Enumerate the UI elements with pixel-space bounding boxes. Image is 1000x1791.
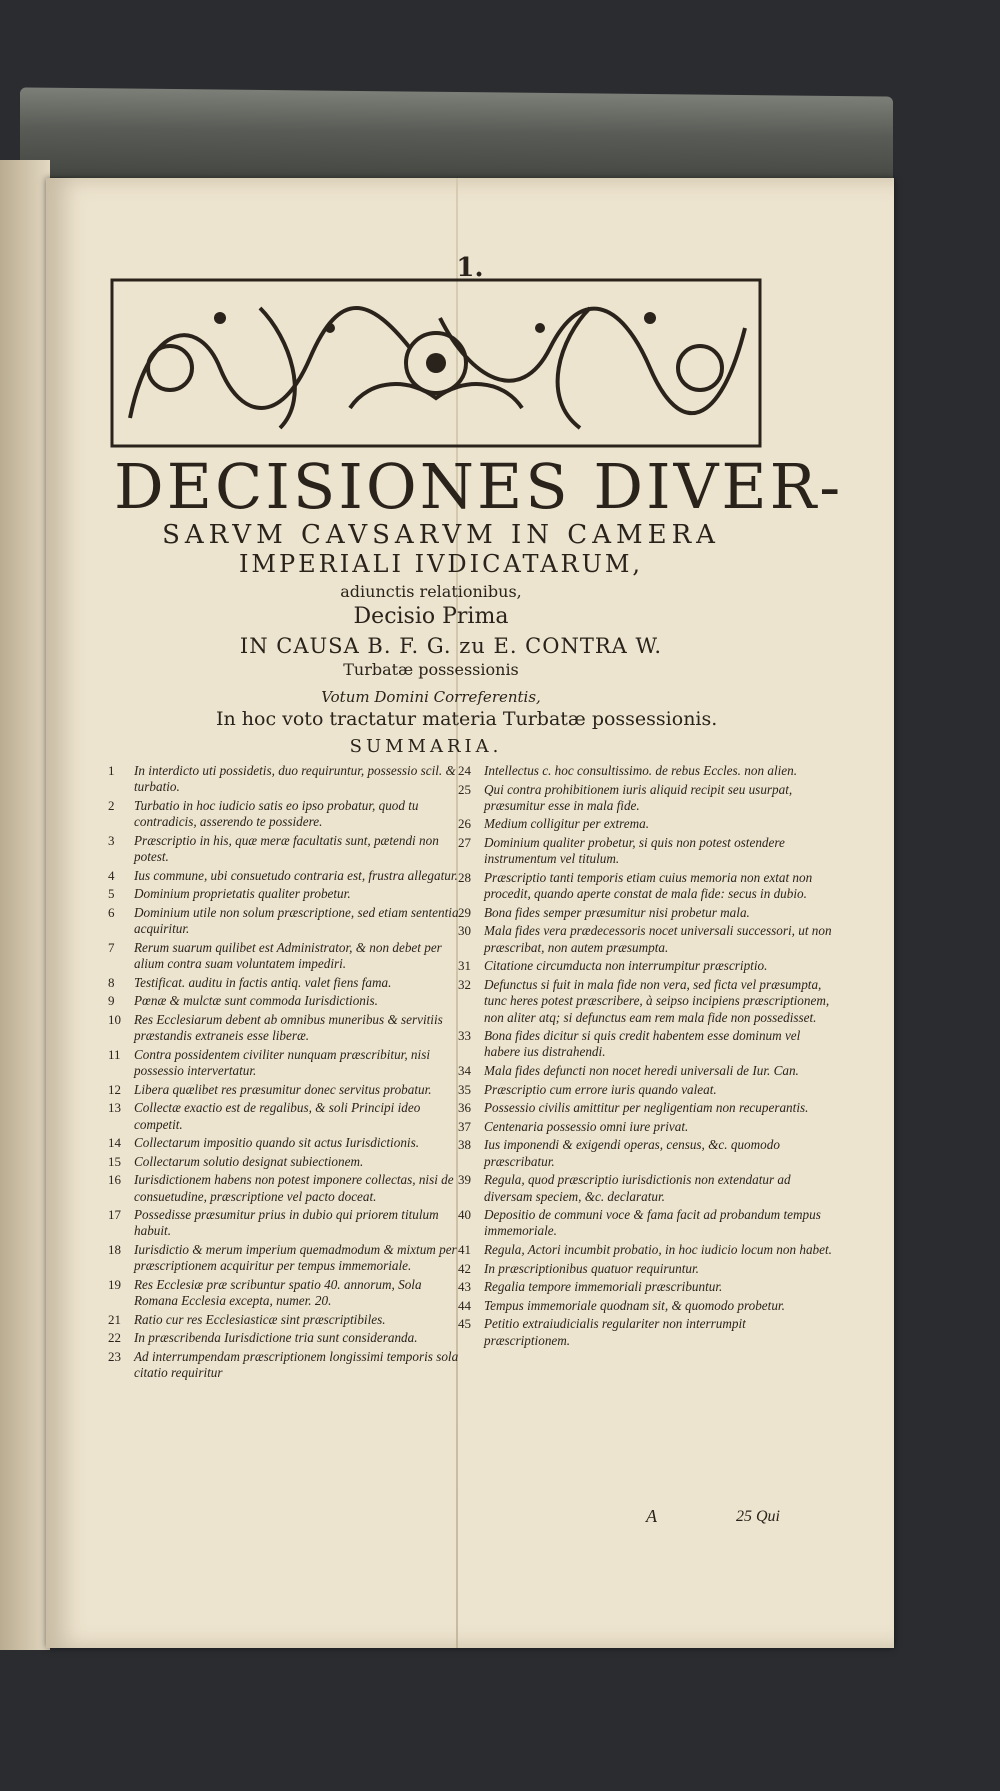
summary-item bbox=[108, 763, 468, 796]
summary-item-text: Regula, Actori incumbit probatio, in hoc iudicio locum non habet. bbox=[484, 1242, 832, 1258]
summary-item-text: Mala fides defuncti non nocet heredi universali de Iur. Can. bbox=[484, 1063, 799, 1079]
summary-item-number: 42 bbox=[458, 1260, 471, 1276]
summary-item-number: 16 bbox=[108, 1172, 121, 1188]
summaria-left-column bbox=[108, 763, 468, 1384]
summary-item bbox=[458, 905, 833, 921]
summary-item bbox=[108, 886, 468, 902]
summary-item bbox=[458, 782, 833, 815]
summary-item-number: 35 bbox=[458, 1081, 471, 1097]
summary-item-number: 40 bbox=[458, 1207, 471, 1223]
summary-item bbox=[458, 1298, 833, 1314]
summary-item bbox=[108, 975, 468, 991]
signature-mark: A bbox=[646, 1506, 657, 1526]
summary-item-number: 33 bbox=[458, 1028, 471, 1044]
catchword: 25 Qui bbox=[736, 1508, 780, 1525]
summary-item-number: 45 bbox=[458, 1316, 471, 1332]
case-subject: Turbatæ possessionis bbox=[343, 660, 519, 679]
summary-item-number: 2 bbox=[108, 797, 115, 813]
summary-item-text: Testificat. auditu in factis antiq. valet fiens fama. bbox=[134, 974, 392, 990]
summary-item-text: Iurisdictionem habens non potest imponere collectas, nisi de consuetudine, præscriptione vel pacto doceat. bbox=[134, 1172, 454, 1204]
summary-item-number: 19 bbox=[108, 1276, 121, 1292]
summary-item bbox=[458, 763, 833, 779]
summary-item bbox=[108, 905, 468, 938]
summary-item-number: 26 bbox=[458, 816, 471, 832]
summary-item bbox=[108, 833, 468, 866]
ornamental-headpiece bbox=[110, 278, 762, 448]
summary-item-text: Qui contra prohibitionem iuris aliquid recipit seu usurpat, præsumitur esse in mala fide. bbox=[484, 781, 793, 813]
summary-item bbox=[458, 1100, 833, 1116]
summary-item-number: 43 bbox=[458, 1279, 471, 1295]
case-heading: IN CAUSA B. F. G. zu E. CONTRA W. bbox=[239, 634, 663, 658]
summary-item bbox=[458, 923, 833, 956]
summary-item bbox=[458, 1279, 833, 1295]
summary-item-number: 38 bbox=[458, 1137, 471, 1153]
summary-item-text: Possessio civilis amittitur per negligentiam non recuperantis. bbox=[484, 1100, 809, 1116]
page-number: 1. bbox=[456, 253, 484, 283]
summary-item-text: In interdicto uti possidetis, duo requiruntur, possessio scil. & turbatio. bbox=[134, 763, 456, 795]
summary-item bbox=[458, 1172, 833, 1205]
summary-item-number: 29 bbox=[458, 904, 471, 920]
book-page bbox=[46, 178, 894, 1648]
summary-item-number: 13 bbox=[108, 1100, 121, 1116]
summary-item bbox=[108, 1330, 468, 1346]
summary-item-number: 27 bbox=[458, 835, 471, 851]
summary-item-text: Citatione circumducta non interrumpitur præscriptio. bbox=[484, 958, 768, 974]
summary-item-number: 4 bbox=[108, 867, 115, 883]
summary-item-text: Præscriptio tanti temporis etiam cuius memoria non extat non procedit, quando aperte constat de mala fide: secus in dubio. bbox=[484, 869, 813, 902]
summary-item-number: 8 bbox=[108, 974, 115, 990]
summary-item bbox=[108, 798, 468, 831]
summary-item-text: Contra possidentem civiliter nunquam præscribitur, nisi possessio intervertatur. bbox=[134, 1046, 430, 1079]
summary-item bbox=[108, 1349, 468, 1382]
summary-item-text: In præscriptionibus quatuor requiruntur. bbox=[484, 1260, 699, 1276]
votum-heading: Votum Domini Correferentis, bbox=[321, 688, 541, 706]
summary-item-text: Pœnæ & mulctæ sunt commoda Iurisdictionis. bbox=[134, 993, 378, 1009]
summary-item-number: 18 bbox=[108, 1242, 121, 1258]
title-line-2: SARVM CAVSARVM IN CAMERA bbox=[162, 520, 720, 550]
summary-item bbox=[108, 1135, 468, 1151]
summary-item bbox=[458, 1119, 833, 1135]
summary-item bbox=[108, 868, 468, 884]
summary-item bbox=[108, 1100, 468, 1133]
votum-subject: In hoc voto tractatur materia Turbatæ possessionis. bbox=[216, 708, 718, 730]
summary-item-number: 9 bbox=[108, 993, 115, 1009]
summary-item-text: Tempus immemoriale quodnam sit, & quomodo probetur. bbox=[484, 1297, 785, 1313]
summary-item-number: 5 bbox=[108, 886, 115, 902]
summary-item-text: Regalia tempore immemoriali præscribuntur. bbox=[484, 1279, 723, 1295]
title-line-4: adiunctis relationibus, bbox=[340, 582, 522, 601]
summary-item-number: 28 bbox=[458, 869, 471, 885]
summary-item-text: Depositio de communi voce & fama facit ad probandum tempus immemoriale. bbox=[484, 1207, 821, 1239]
summary-item bbox=[108, 1242, 468, 1275]
summary-item bbox=[108, 1047, 468, 1080]
summary-item-text: Centenaria possessio omni iure privat. bbox=[484, 1118, 689, 1134]
summary-item-text: Petitio extraiudicialis regulariter non interrumpit præscriptionem. bbox=[484, 1316, 746, 1348]
summary-item-number: 32 bbox=[458, 976, 471, 992]
summary-item-text: Dominium qualiter probetur, si quis non potest ostendere instrumentum vel titulum. bbox=[484, 835, 785, 867]
summary-item-text: Ratio cur res Ecclesiasticæ sint præscriptibiles. bbox=[134, 1311, 386, 1327]
summary-item-text: Regula, quod præscriptio iurisdictionis non extendatur ad diversam speciem, &c. declaratur. bbox=[484, 1172, 791, 1204]
summary-item bbox=[458, 1316, 833, 1349]
summary-item-text: Mala fides vera prædecessoris nocet universali successori, ut non præscribat, non autem præsumpta. bbox=[484, 923, 832, 955]
summary-item bbox=[458, 1137, 833, 1170]
summary-item-number: 10 bbox=[108, 1011, 121, 1027]
summary-item-text: Ius imponendi & exigendi operas, census, &c. quomodo præscribatur. bbox=[484, 1137, 780, 1169]
summary-item-text: Dominium proprietatis qualiter probetur. bbox=[134, 886, 351, 902]
summary-item bbox=[458, 1082, 833, 1098]
summary-item bbox=[108, 1154, 468, 1170]
summary-item-number: 21 bbox=[108, 1311, 121, 1327]
title-line-3: IMPERIALI IVDICATARUM, bbox=[238, 550, 644, 578]
summary-item-text: Præscriptio cum errore iuris quando valeat. bbox=[484, 1081, 717, 1097]
summary-item-text: Medium colligitur per extrema. bbox=[484, 816, 650, 832]
summary-item-text: In præscribenda Iurisdictione tria sunt consideranda. bbox=[134, 1330, 418, 1346]
summary-item-number: 11 bbox=[108, 1046, 121, 1062]
summary-item-number: 23 bbox=[108, 1349, 121, 1365]
summaria-right-column bbox=[458, 763, 833, 1351]
summary-item-text: Dominium utile non solum præscriptione, sed etiam sententia acquiritur. bbox=[134, 904, 459, 937]
summary-item-text: Res Ecclesiæ præ scribuntur spatio 40. annorum, Sola Romana Ecclesia excepta, numer. 20. bbox=[134, 1276, 422, 1309]
decision-heading: Decisio Prima bbox=[353, 604, 509, 629]
summary-item bbox=[458, 1261, 833, 1277]
summary-item-text: Collectarum solutio designat subiectionem. bbox=[134, 1153, 364, 1169]
summary-item-text: Ius commune, ubi consuetudo contraria est, frustra allegatur. bbox=[134, 867, 458, 883]
summary-item bbox=[458, 958, 833, 974]
previous-page-edge bbox=[0, 160, 50, 1650]
summary-item-text: Libera quælibet res præsumitur donec servitus probatur. bbox=[134, 1081, 432, 1097]
summary-item bbox=[108, 1277, 468, 1310]
summary-item-number: 37 bbox=[458, 1118, 471, 1134]
book-top-edge bbox=[20, 87, 893, 186]
summary-item-text: Collectæ exactio est de regalibus, & soli Principi ideo competit. bbox=[134, 1100, 421, 1132]
summary-item-text: Collectarum impositio quando sit actus Iurisdictionis. bbox=[134, 1135, 419, 1151]
summary-item-number: 25 bbox=[458, 781, 471, 797]
summary-item-number: 41 bbox=[458, 1242, 471, 1258]
title-main: DECISIONES DIVER- bbox=[114, 450, 844, 523]
summary-item-text: Iurisdictio & merum imperium quemadmodum & mixtum per præscriptionem acquiritur per tempus immemoriale. bbox=[134, 1242, 457, 1274]
summary-item-text: Turbatio in hoc iudicio satis eo ipso probatur, quod tu contradicis, asserendo te possidere. bbox=[134, 797, 419, 830]
summary-item-number: 39 bbox=[458, 1172, 471, 1188]
summary-item bbox=[108, 1082, 468, 1098]
summary-item-number: 14 bbox=[108, 1135, 121, 1151]
summary-item bbox=[458, 1242, 833, 1258]
summary-item-number: 31 bbox=[458, 958, 471, 974]
summary-item bbox=[458, 1207, 833, 1240]
summary-item-number: 44 bbox=[458, 1297, 471, 1313]
summary-item-number: 30 bbox=[458, 923, 471, 939]
summary-item bbox=[458, 1028, 833, 1061]
summary-item-text: Defunctus si fuit in mala fide non vera, sed ficta vel præsumpta, tunc heres potest præscribere, à seipso incipiens præscriptionem, non aliter atq; si defunctus eam rem mala fide non possedisset. bbox=[484, 976, 830, 1025]
summary-item bbox=[458, 1063, 833, 1079]
summary-item-number: 7 bbox=[108, 939, 115, 955]
summary-item-text: Præscriptio in his, quæ meræ facultatis sunt, pætendi non potest. bbox=[134, 832, 439, 865]
summary-item-number: 24 bbox=[458, 763, 471, 778]
summary-item-number: 22 bbox=[108, 1330, 121, 1346]
summary-item-number: 1 bbox=[108, 763, 115, 778]
summary-item bbox=[108, 1312, 468, 1328]
summary-item-number: 34 bbox=[458, 1063, 471, 1079]
summary-item-number: 3 bbox=[108, 832, 115, 848]
summary-item-number: 15 bbox=[108, 1153, 121, 1169]
summary-item bbox=[458, 870, 833, 903]
summary-item bbox=[108, 1172, 468, 1205]
summary-item bbox=[108, 1012, 468, 1045]
summary-item-text: Bona fides semper præsumitur nisi probetur mala. bbox=[484, 904, 750, 920]
summary-item-text: Intellectus c. hoc consultissimo. de rebus Eccles. non alien. bbox=[484, 763, 798, 778]
summary-item-number: 12 bbox=[108, 1081, 121, 1097]
summary-item-text: Possedisse præsumitur prius in dubio qui priorem titulum habuit. bbox=[134, 1207, 439, 1239]
summary-item bbox=[108, 940, 468, 973]
summary-item-number: 6 bbox=[108, 904, 115, 920]
summary-item-number: 36 bbox=[458, 1100, 471, 1116]
summary-item-number: 17 bbox=[108, 1207, 121, 1223]
summary-item bbox=[458, 835, 833, 868]
summary-item-text: Rerum suarum quilibet est Administrator, & non debet per alium contra suam voluntatem impediri. bbox=[134, 939, 442, 972]
summary-item-text: Ad interrumpendam præscriptionem longissimi temporis sola citatio requiritur bbox=[134, 1349, 459, 1381]
summary-item-text: Res Ecclesiarum debent ab omnibus muneribus & servitiis præstandis extraneis esse liberæ. bbox=[134, 1011, 443, 1044]
summary-item bbox=[458, 977, 833, 1026]
summary-item-text: Bona fides dicitur si quis credit habentem esse dominum vel habere ius distrahendi. bbox=[484, 1028, 801, 1060]
summaria-heading: SUMMARIA. bbox=[349, 736, 503, 757]
summary-item bbox=[108, 993, 468, 1009]
summary-item bbox=[108, 1207, 468, 1240]
summary-item bbox=[458, 816, 833, 832]
